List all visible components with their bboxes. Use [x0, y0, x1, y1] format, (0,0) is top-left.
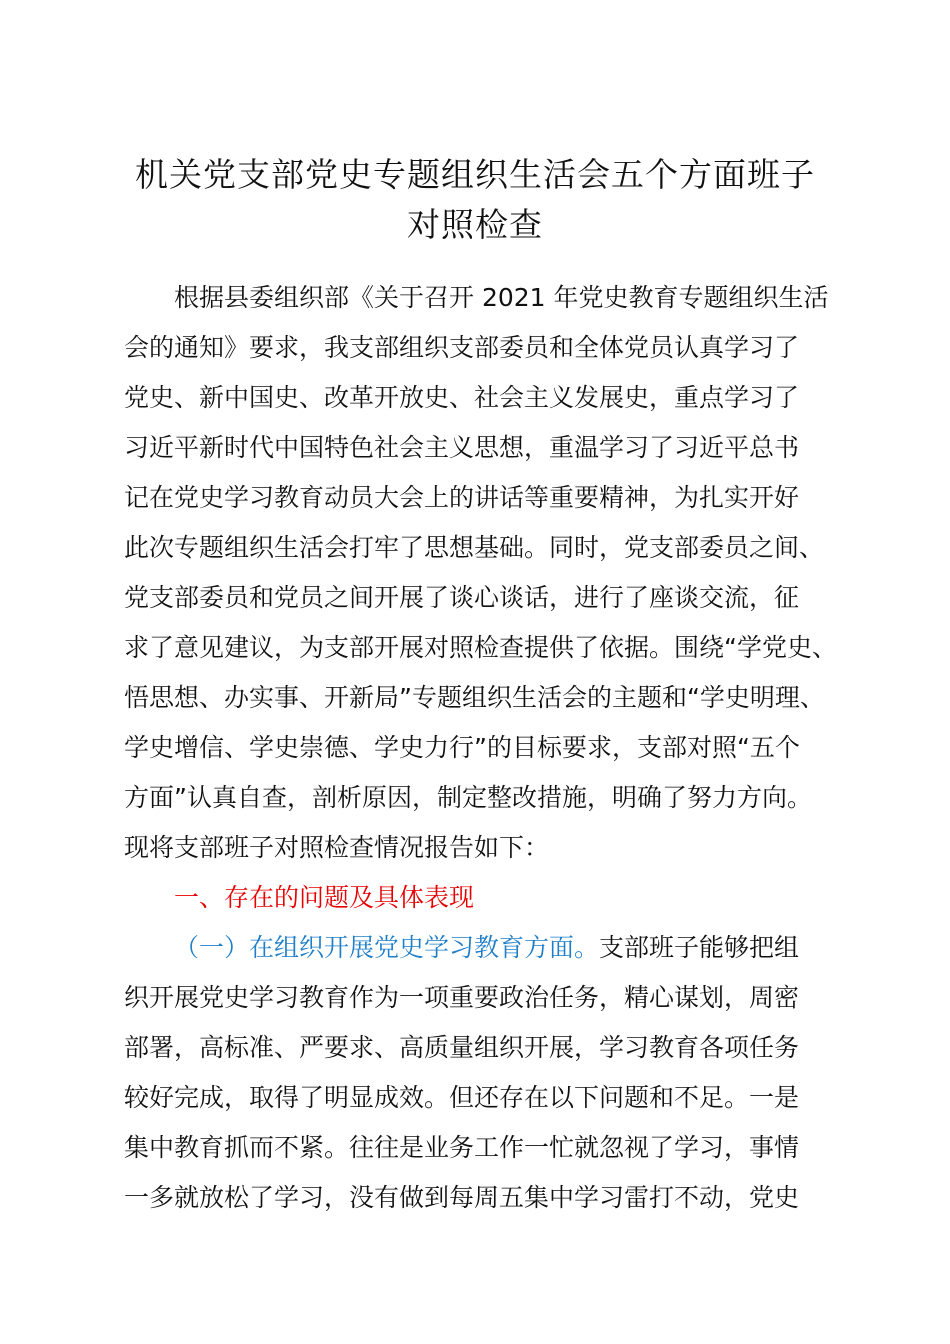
intro-paragraph-line: 根据县委组织部《关于召开 2021 年党史教育专题组织生活: [174, 283, 829, 312]
subsection-first-line: [174, 923, 799, 973]
document-title-line-1: 机关党支部党史专题组织生活会五个方面班子: [135, 155, 815, 194]
intro-paragraph-line: 记在党史学习教育动员大会上的讲话等重要精神，为扎实开好: [124, 483, 800, 512]
subsection-paragraph-line: 一多就放松了学习，没有做到每周五集中学习雷打不动，党史: [124, 1183, 800, 1212]
subsection-heading: （一）在组织开展党史学习教育方面。: [174, 933, 600, 962]
subsection-paragraph-line: 较好完成，取得了明显成效。但还存在以下问题和不足。一是: [124, 1083, 800, 1112]
intro-paragraph-line: 现将支部班子对照检查情况报告如下：: [124, 833, 550, 862]
subsection-text: 支部班子能够把组: [599, 933, 800, 962]
intro-paragraph-line: 党支部委员和党员之间开展了谈心谈话，进行了座谈交流，征: [124, 583, 800, 612]
intro-paragraph-line: 学史增信、学史崇德、学史力行”的目标要求，支部对照“五个: [124, 733, 800, 762]
intro-paragraph-line: 悟思想、办实事、开新局”专题组织生活会的主题和“学史明理、: [124, 683, 825, 712]
intro-paragraph-line: 会的通知》要求，我支部组织支部委员和全体党员认真学习了: [124, 333, 800, 362]
intro-paragraph-line: 党史、新中国史、改革开放史、社会主义发展史，重点学习了: [124, 383, 800, 412]
document-title-line-2: 对照检查: [407, 205, 543, 244]
intro-paragraph-line: 习近平新时代中国特色社会主义思想，重温学习了习近平总书: [124, 433, 800, 462]
intro-paragraph-line: 求了意见建议，为支部开展对照检查提供了依据。围绕“学党史、: [124, 633, 837, 662]
intro-paragraph-line: 方面”认真自查，剖析原因，制定整改措施，明确了努力方向。: [124, 783, 812, 812]
intro-paragraph-line: 此次专题组织生活会打牢了思想基础。同时，党支部委员之间、: [124, 533, 825, 562]
subsection-paragraph-line: 织开展党史学习教育作为一项重要政治任务，精心谋划，周密: [124, 983, 800, 1012]
subsection-paragraph-line: 部署，高标准、严要求、高质量组织开展，学习教育各项任务: [124, 1033, 800, 1062]
subsection-paragraph-line: 集中教育抓而不紧。往往是业务工作一忙就忽视了学习，事情: [124, 1133, 800, 1162]
section-heading: 一、存在的问题及具体表现: [174, 883, 475, 912]
